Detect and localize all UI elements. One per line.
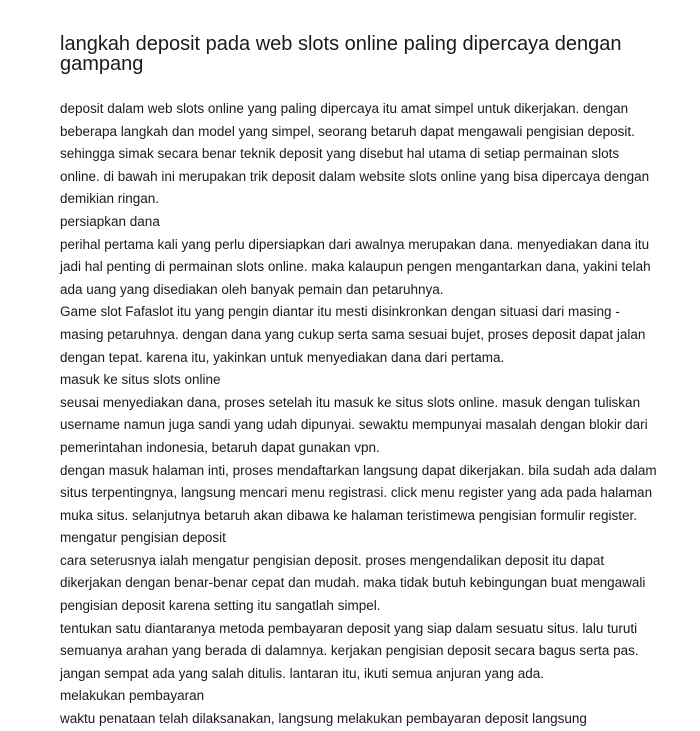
paragraph: tentukan satu diantaranya metoda pembayaran deposit yang siap dalam sesuatu situs. lalu turuti semuanya arahan yang berada di dalamnya. kerjakan pengisian deposit secara bagus serta pas. jangan sempat ada yang salah ditulis. lantaran itu, ikuti semua anjuran yang ada. — [60, 620, 639, 681]
section-heading-masuk-situs: masuk ke situs slots online — [60, 372, 221, 388]
intro-paragraph: deposit dalam web slots online yang paling dipercaya itu amat simpel untuk dikerjakan. dengan beberapa langkah dan model yang simpel, seorang betaruh dapat mengawali pengisian deposit. sehingga simak secara benar teknik deposit yang disebut hal utama di setiap permainan slots online. di bawah ini merupakan trik deposit dalam website slots online yang bisa dipercaya dengan demikian ringan. — [60, 101, 650, 207]
paragraph: Game slot Fafaslot itu yang pengin diantar itu mesti disinkronkan dengan situasi dari masing - masing petaruhnya. dengan dana yang cukup serta sama sesuai bujet, proses deposit dapat jalan dengan tepat. karena itu, yakinkan untuk menyediakan dana dari pertama. — [60, 304, 646, 365]
paragraph: perihal pertama kali yang perlu dipersiapkan dari awalnya merupakan dana. menyediakan dana itu jadi hal penting di permainan slots online. maka kalaupun pengen mengantarkan dana, yakini telah ada uang yang disediakan oleh banyak pemain dan petaruhnya. — [60, 236, 651, 297]
document-title: langkah deposit pada web slots online paling dipercaya dengan gampang — [60, 33, 622, 75]
section-heading-melakukan-pembayaran: melakukan pembayaran — [60, 688, 205, 704]
paragraph: seusai menyediakan dana, proses setelah itu masuk ke situs slots online. masuk dengan tuliskan username namun juga sandi yang udah dipunyai. sewaktu mempunyai masalah dengan blokir dari pemerintahan indonesia, betaruh dapat gunakan vpn. — [60, 394, 648, 455]
paragraph-cut-off: waktu penataan telah dilaksanakan, langsung melakukan pembayaran deposit langsung — [60, 711, 587, 727]
paragraph: cara seterusnya ialah mengatur pengisian deposit. proses mengendalikan deposit itu dapat dikerjakan dengan benar-benar cepat dan mudah. maka tidak butuh kebingungan buat mengawali pengisian deposit karena setting itu sangatlah simpel. — [60, 552, 646, 614]
document-body — [60, 98, 660, 731]
paragraph: dengan masuk halaman inti, proses mendaftarkan langsung dapat dikerjakan. bila sudah ada dalam situs terpentingnya, langsung mencari menu registrasi. click menu register yang ada pada halaman muka situs. selanjutnya betaruh akan dibawa ke halaman teristimewa pengisian formulir register. — [60, 462, 657, 523]
section-heading-mengatur-deposit: mengatur pengisian deposit — [60, 530, 226, 546]
section-heading-persiapkan-dana: persiapkan dana — [60, 213, 160, 229]
